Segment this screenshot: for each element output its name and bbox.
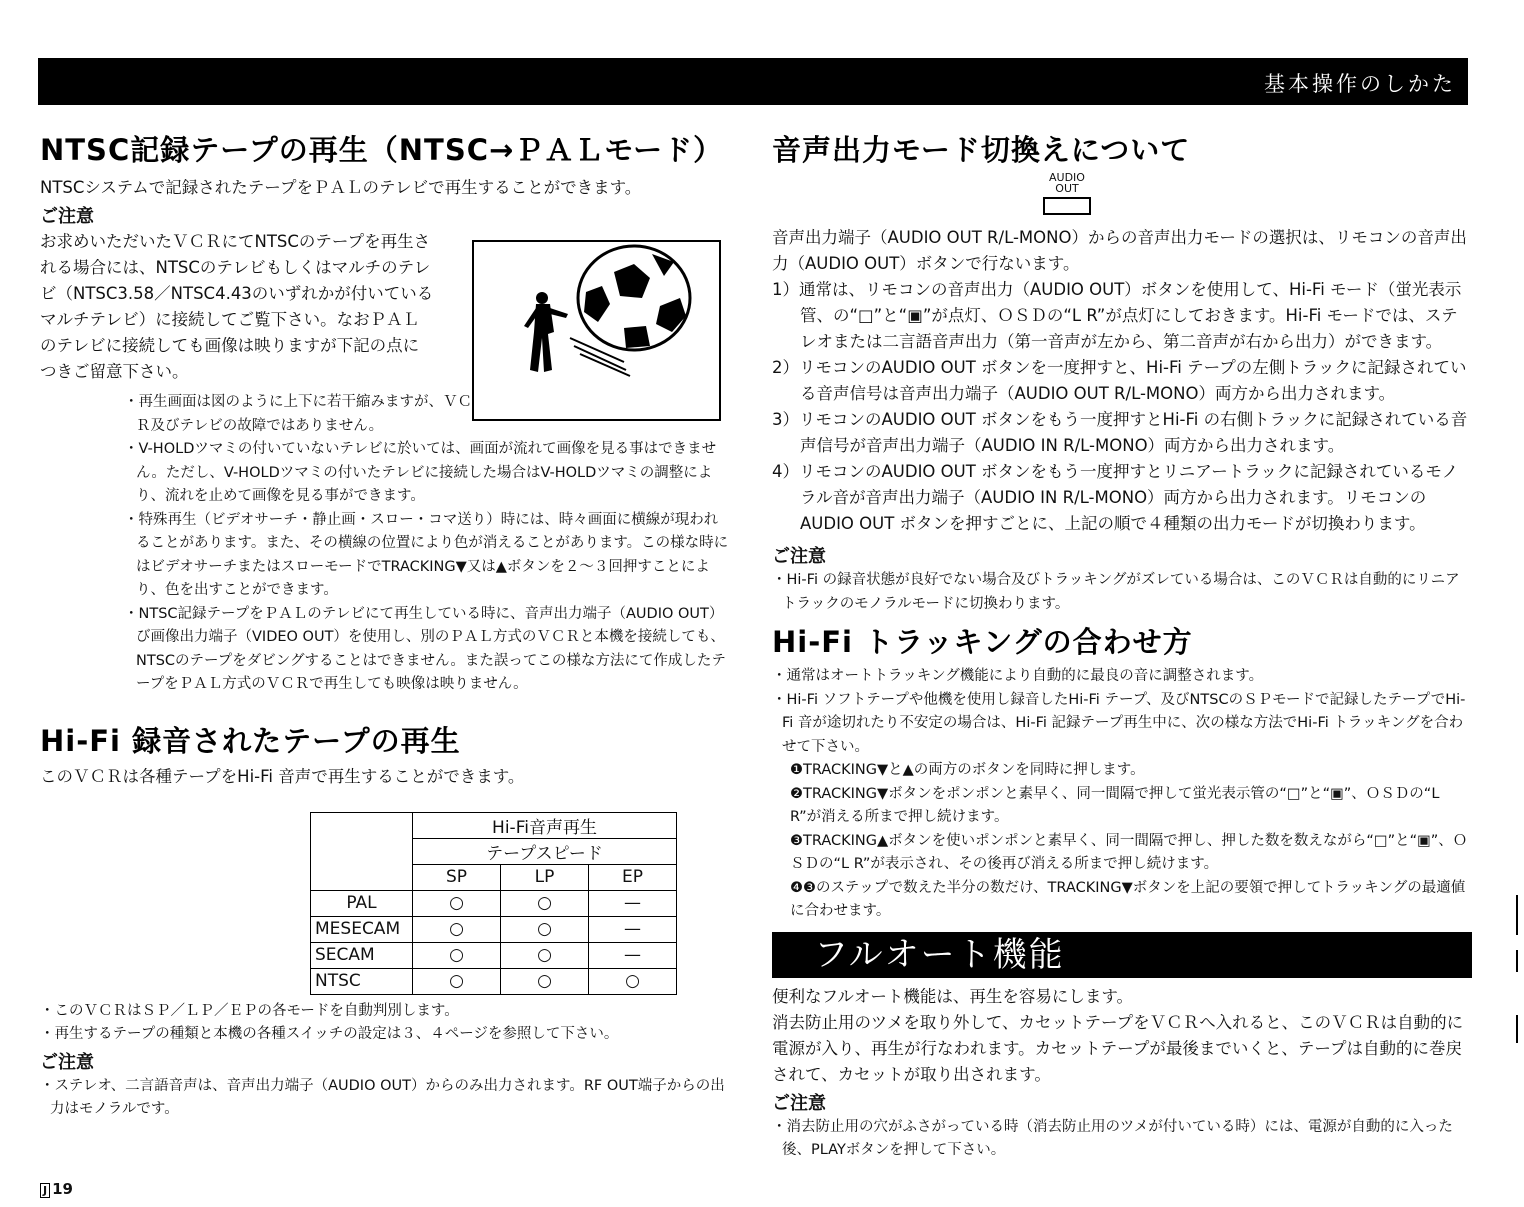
- audio-out-button-icon: [1042, 172, 1092, 215]
- audio-note-bullet: ・Hi-Fi の録音状態が良好でない場合及びトラッキングがズレている場合は、このＶＣＲは自動的にリニアトラックのモノラルモードに切換わります。: [772, 572, 1460, 612]
- table-cell: ○: [413, 968, 501, 994]
- hifi-table: [310, 812, 677, 995]
- left-column: [40, 128, 730, 1122]
- table-row-label: SECAM: [311, 942, 413, 968]
- table-cell: ○: [501, 942, 589, 968]
- audio-step: 1）通常は、リモコンの音声出力（AUDIO OUT）ボタンを使用して、Hi-Fi モード（蛍光表示管、の“□”と“▣”が点灯、ＯＳＤの“L R”が点灯にしておきます。Hi-Fi モードでは、ステレオまたは二言語音声出力（第一音声が左から、第二音声が右から出力）ができます。: [772, 280, 1462, 351]
- audio-step: 3）リモコンのAUDIO OUT ボタンをもう一度押すとHi-Fi の右側トラックに記録されている音声信号が音声出力端子（AUDIO IN R/L-MONO）両方から出力されます。: [772, 410, 1468, 455]
- hifi-note-bullet: ・ステレオ、二言語音声は、音声出力端子（AUDIO OUT）からのみ出力されます。RF OUT端子からの出力はモノラルです。: [40, 1077, 725, 1117]
- edge-mark: [1516, 950, 1518, 972]
- table-cell: ○: [501, 916, 589, 942]
- ntsc-heading: NTSC記録テープの再生（NTSC→ＰＡＬモード）: [40, 133, 724, 167]
- tracking-bullet: ・Hi-Fi ソフトテープや他機を使用し録音したHi-Fi テープ、及びNTSCのＳＰモードで記録したテープでHi-Fi 音が途切れたり不安定の場合は、Hi-Fi 記録テープ再生中に、次の様な方法でHi-Fi トラッキングを合わせて下さい。: [772, 691, 1466, 755]
- soccer-illustration: [472, 240, 721, 421]
- hifi-bullet: ・再生するテープの種類と本機の各種スイッチの設定は３、４ページを参照して下さい。: [40, 1026, 619, 1042]
- page-label: J: [40, 1183, 50, 1198]
- ntsc-note-block: [40, 229, 465, 385]
- table-row-label: MESECAM: [311, 916, 413, 942]
- auto-note-heading: ご注意: [772, 1092, 826, 1114]
- ntsc-note-line: お求めいただいたＶＣＲにてNTSCのテープを再生さ: [40, 232, 431, 251]
- hifi-note-heading: ご注意: [40, 1051, 94, 1073]
- ntsc-note-line: マルチテレビ）に接続してご覧下さい。なおＰＡＬ: [40, 310, 420, 329]
- page-number: [40, 1180, 73, 1198]
- ntsc-intro: NTSCシステムで記録されたテープをＰＡＬのテレビで再生することができます。: [40, 178, 642, 197]
- table-row: [311, 968, 677, 994]
- table-cell: ○: [413, 942, 501, 968]
- audio-step: 4）リモコンのAUDIO OUT ボタンをもう一度押すとリニアートラックに記録されているモノラル音が音声出力端子（AUDIO IN R/L-MONO）両方から出力されます。リモコンのAUDIO OUT ボタンを押すごとに、上記の順で４種類の出力モードが切換わります。: [772, 462, 1459, 533]
- table-header-speed: テープスピード: [413, 838, 677, 864]
- table-col-header: SP: [413, 864, 501, 890]
- table-row-label: NTSC: [311, 968, 413, 994]
- tracking-step: ❹❸のステップで数えた半分の数だけ、TRACKING▼ボタンを上記の要領で押してトラッキングの最適値に合わせます。: [790, 879, 1466, 919]
- audio-heading: 音声出力モード切換えについて: [772, 133, 1191, 167]
- button-box-icon: [1043, 197, 1091, 215]
- table-row: [311, 916, 677, 942]
- tracking-step: ❷TRACKING▼ボタンをポンポンと素早く、同一間隔で押して蛍光表示管の“□”と“▣”、ＯＳＤの“L R”が消える所まで押し続けます。: [790, 785, 1440, 825]
- page-number-value: 19: [52, 1180, 73, 1198]
- edge-mark: [1516, 1015, 1518, 1043]
- table-cell: ○: [413, 916, 501, 942]
- edge-mark: [1516, 895, 1518, 935]
- right-column: [772, 128, 1472, 1163]
- hifi-heading: Hi-Fi 録音されたテープの再生: [40, 723, 461, 758]
- ntsc-note-line: れる場合には、NTSCのテレビもしくはマルチのテレ: [40, 258, 431, 277]
- table-cell: —: [589, 916, 677, 942]
- tracking-heading: Hi-Fi トラッキングの合わせ方: [772, 625, 1193, 659]
- ntsc-note-line: のテレビに接続しても画像は映りますが下記の点に: [40, 336, 420, 355]
- auto-line: 消去防止用のツメを取り外して、カセットテープをＶＣＲへ入れると、このＶＣＲは自動的に電源が入り、再生が行なわれます。カセットテープが最後までいくと、テープは自動的に巻戻されて、カセットが取り出されます。: [772, 1012, 1464, 1084]
- auto-heading: フルオート機能: [814, 934, 1065, 975]
- tracking-step: ❶TRACKING▼と▲の両方のボタンを同時に押します。: [790, 762, 1145, 778]
- ntsc-note-line: つきご留意下さい。: [40, 362, 189, 381]
- hifi-table-area: [40, 790, 730, 1000]
- audio-steps: [772, 277, 1472, 537]
- table-cell: —: [589, 942, 677, 968]
- table-corner-cell: [311, 812, 413, 890]
- tracking-step: ❸TRACKING▲ボタンを使いポンポンと素早く、同一間隔で押し、押した数を数えながら“□”と“▣”、ＯＳＤの“L R”が表示され、その後再び消える所まで押し続けます。: [790, 832, 1468, 872]
- audio-note-heading: ご注意: [772, 546, 826, 567]
- tracking-steps: [772, 759, 1472, 924]
- table-cell: ○: [501, 890, 589, 916]
- ntsc-note-heading: ご注意: [40, 206, 94, 227]
- ntsc-bullets: [40, 391, 730, 697]
- table-row: [311, 890, 677, 916]
- audio-step: 2）リモコンのAUDIO OUT ボタンを一度押すと、Hi-Fi テープの左側トラックに記録されている音声信号は音声出力端子（AUDIO OUT R/L-MONO）両方から出力されます。: [772, 358, 1467, 403]
- ntsc-bullet: ・再生画面は図のように上下に若干縮みますが、ＶＣＲ及びテレビの故障ではありません。: [124, 394, 472, 434]
- table-row: [311, 942, 677, 968]
- ntsc-bullet: ・特殊再生（ビデオサーチ・静止画・スロー・コマ送り）時には、時々画面に横線が現われることがあります。また、その横線の位置により色が消えることがあります。この様な時にはビデオサーチまたはスローモードでTRACKING▼又は▲ボタンを２～３回押すことにより、色を出すことができます。: [124, 511, 729, 598]
- auto-note-bullet: ・消去防止用の穴がふさがっている時（消去防止用のツメが付いている時）には、電源が自動的に入った後、PLAYボタンを押して下さい。: [772, 1118, 1453, 1158]
- table-cell: ○: [501, 968, 589, 994]
- table-row-label: PAL: [311, 890, 413, 916]
- table-header-hifi: Hi-Fi音声再生: [413, 812, 677, 838]
- header-bar: [38, 58, 1468, 105]
- auto-line: 便利なフルオート機能は、再生を容易にします。: [772, 986, 1134, 1006]
- table-cell: ○: [413, 890, 501, 916]
- table-col-header: LP: [501, 864, 589, 890]
- auto-heading-bar: [772, 932, 1472, 978]
- table-col-header: EP: [589, 864, 677, 890]
- audio-button-label: AUDIO: [1049, 171, 1085, 184]
- tracking-bullet: ・通常はオートトラッキング機能により自動的に最良の音に調整されます。: [772, 668, 1264, 684]
- hifi-bullet: ・このＶＣＲはＳＰ／ＬＰ／ＥＰの各モードを自動判別します。: [40, 1002, 459, 1019]
- ntsc-note-line: ビ（NTSC3.58／NTSC4.43のいずれかが付いている: [40, 284, 434, 303]
- table-cell: —: [589, 890, 677, 916]
- header-title: 基本操作のしかた: [1264, 72, 1456, 96]
- table-cell: ○: [589, 968, 677, 994]
- player-figure: [524, 292, 568, 372]
- ntsc-bullet: ・NTSC記録テープをＰＡＬのテレビにて再生している時に、音声出力端子（AUDIO OUT）び画像出力端子（VIDEO OUT）を使用し、別のＰＡＬ方式のＶＣＲと本機を接続しても、NTSCのテープをダビングすることはできません。また誤ってこの様な方法にて作成したテープをＰＡＬ方式のＶＣＲで再生しても映像は映りません。: [124, 605, 726, 692]
- soccer-player-image: [474, 242, 719, 419]
- ntsc-bullet: ・V-HOLDツマミの付いていないテレビに於いては、画面が流れて画像を見る事はできません。ただし、V-HOLDツマミの付いたテレビに接続した場合はV-HOLDツマミの調整により、流れを止めて画像を見る事ができます。: [124, 441, 717, 504]
- hifi-intro: このＶＣＲは各種テープをHi-Fi 音声で再生することができます。: [40, 766, 525, 786]
- audio-intro: 音声出力端子（AUDIO OUT R/L-MONO）からの音声出力モードの選択は、リモコンの音声出力（AUDIO OUT）ボタンで行ないます。: [772, 228, 1467, 273]
- audio-button-label: OUT: [1055, 182, 1079, 195]
